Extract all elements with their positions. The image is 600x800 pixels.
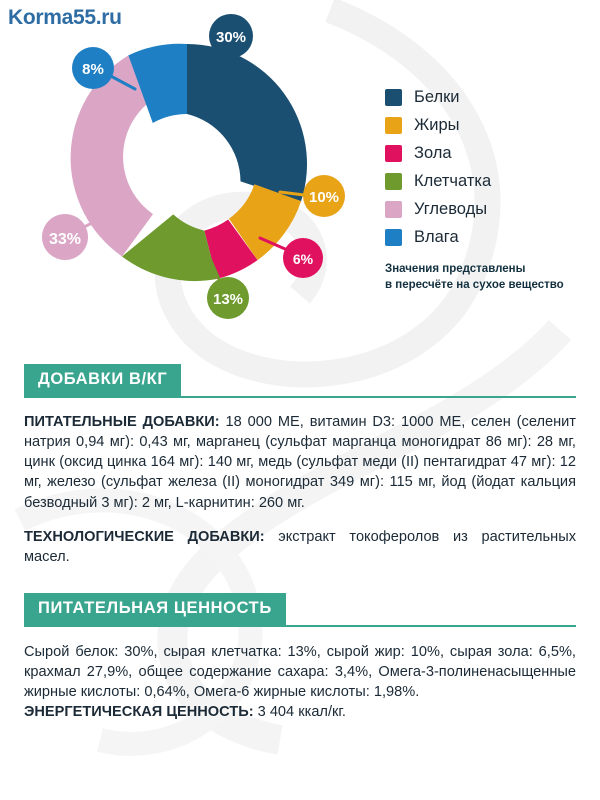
svg-text:30%: 30% [215, 29, 247, 46]
section-underline-additives [24, 396, 576, 398]
section-underline-nutritional-value [24, 625, 576, 627]
legend-swatch-ash [385, 145, 402, 162]
svg-text:6%: 6% [292, 251, 314, 267]
section-title-nutritional-value: ПИТАТЕЛЬНАЯ ЦЕННОСТЬ [24, 593, 286, 625]
slice-proteins [187, 44, 307, 201]
section-additives-body [24, 412, 576, 567]
paragraph-analytical-constituents [24, 642, 576, 702]
lead-nutritional-additives: ПИТАТЕЛЬНЫЕ ДОБАВКИ: [24, 414, 220, 430]
section-additives [24, 364, 600, 396]
chart-note [385, 262, 595, 293]
lead-technological-additives: ТЕХНОЛОГИЧЕСКИЕ ДОБАВКИ: [24, 528, 265, 545]
text-energy-value: 3 404 ккал/кг. [253, 704, 346, 721]
donut-label-fiber [207, 277, 249, 319]
text-analytical-constituents: Сырой белок: 30%, сырая клетчатка: 13%, сырой жир: 10%, сырая зола: 6,5%, крахмал 27,9%, общее содержание сахара: 3,4%, Омега-3-полиненасыщенные жирные кислоты: 0,64%, Омега-6 жирные кислоты: 1,98%. [24, 643, 576, 701]
chart-note-line-1: Значения представлены [385, 263, 526, 275]
paragraph-nutritional-additives [24, 412, 576, 513]
legend-swatch-fats [385, 117, 402, 134]
legend-label-ash: Зола [414, 144, 452, 162]
legend-label-fats: Жиры [414, 116, 460, 134]
donut-label-ash [283, 238, 323, 278]
section-nutritional-value [24, 593, 600, 625]
section-nutritional-value-body [24, 642, 576, 723]
nutrition-donut-chart [0, 0, 600, 330]
svg-text:8%: 8% [82, 61, 104, 78]
paragraph-spacer-1 [24, 513, 576, 527]
legend-item-moisture [385, 228, 590, 247]
chart-legend [385, 88, 590, 256]
legend-swatch-fiber [385, 173, 402, 190]
donut-label-moisture [72, 47, 114, 89]
legend-item-ash [385, 144, 590, 163]
legend-label-fiber: Клетчатка [414, 172, 492, 190]
donut-graphic [12, 14, 362, 324]
legend-swatch-moisture [385, 229, 402, 246]
paragraph-energy-value [24, 702, 576, 722]
legend-label-carbs: Углеводы [414, 200, 488, 218]
legend-label-proteins: Белки [414, 88, 460, 106]
svg-text:10%: 10% [308, 189, 340, 206]
donut-label-carbs [42, 214, 88, 260]
text-nutritional-additives: 18 000 МЕ, витамин D3: 1000 МЕ, селен (селенит натрия 0,94 мг): 0,43 мг, марганец (сульфат марганца моногидрат 86 мг): 28 мг, цинк (оксид цинка 164 мг): 140 мг, медь (сульфат меди (II) пентагидрат 47 мг): 12 мг, железо (сульфат железа (II) моногидрат 349 мг): 115 мг, йод (йодат кальция безводный 3 мг): 2 мг, L-карнитин: 260 мг. [24, 414, 576, 511]
legend-item-fats [385, 116, 590, 135]
legend-swatch-proteins [385, 89, 402, 106]
donut-label-proteins [209, 14, 253, 58]
legend-item-carbs [385, 200, 590, 219]
legend-item-proteins [385, 88, 590, 107]
donut-label-fats [303, 175, 345, 217]
text-technological-additives: экстракт токоферолов из растительных масел. [24, 528, 576, 565]
lead-energy-value: ЭНЕРГЕТИЧЕСКАЯ ЦЕННОСТЬ: [24, 704, 254, 721]
paragraph-technological-additives [24, 527, 576, 567]
svg-text:13%: 13% [212, 291, 244, 308]
legend-swatch-carbs [385, 201, 402, 218]
legend-label-moisture: Влага [414, 228, 459, 246]
legend-item-fiber [385, 172, 590, 191]
section-title-additives: ДОБАВКИ В/КГ [24, 364, 181, 396]
site-watermark: Korma55.ru [8, 6, 122, 29]
chart-note-line-2: в пересчёте на сухое вещество [385, 278, 564, 291]
svg-text:33%: 33% [48, 231, 82, 248]
